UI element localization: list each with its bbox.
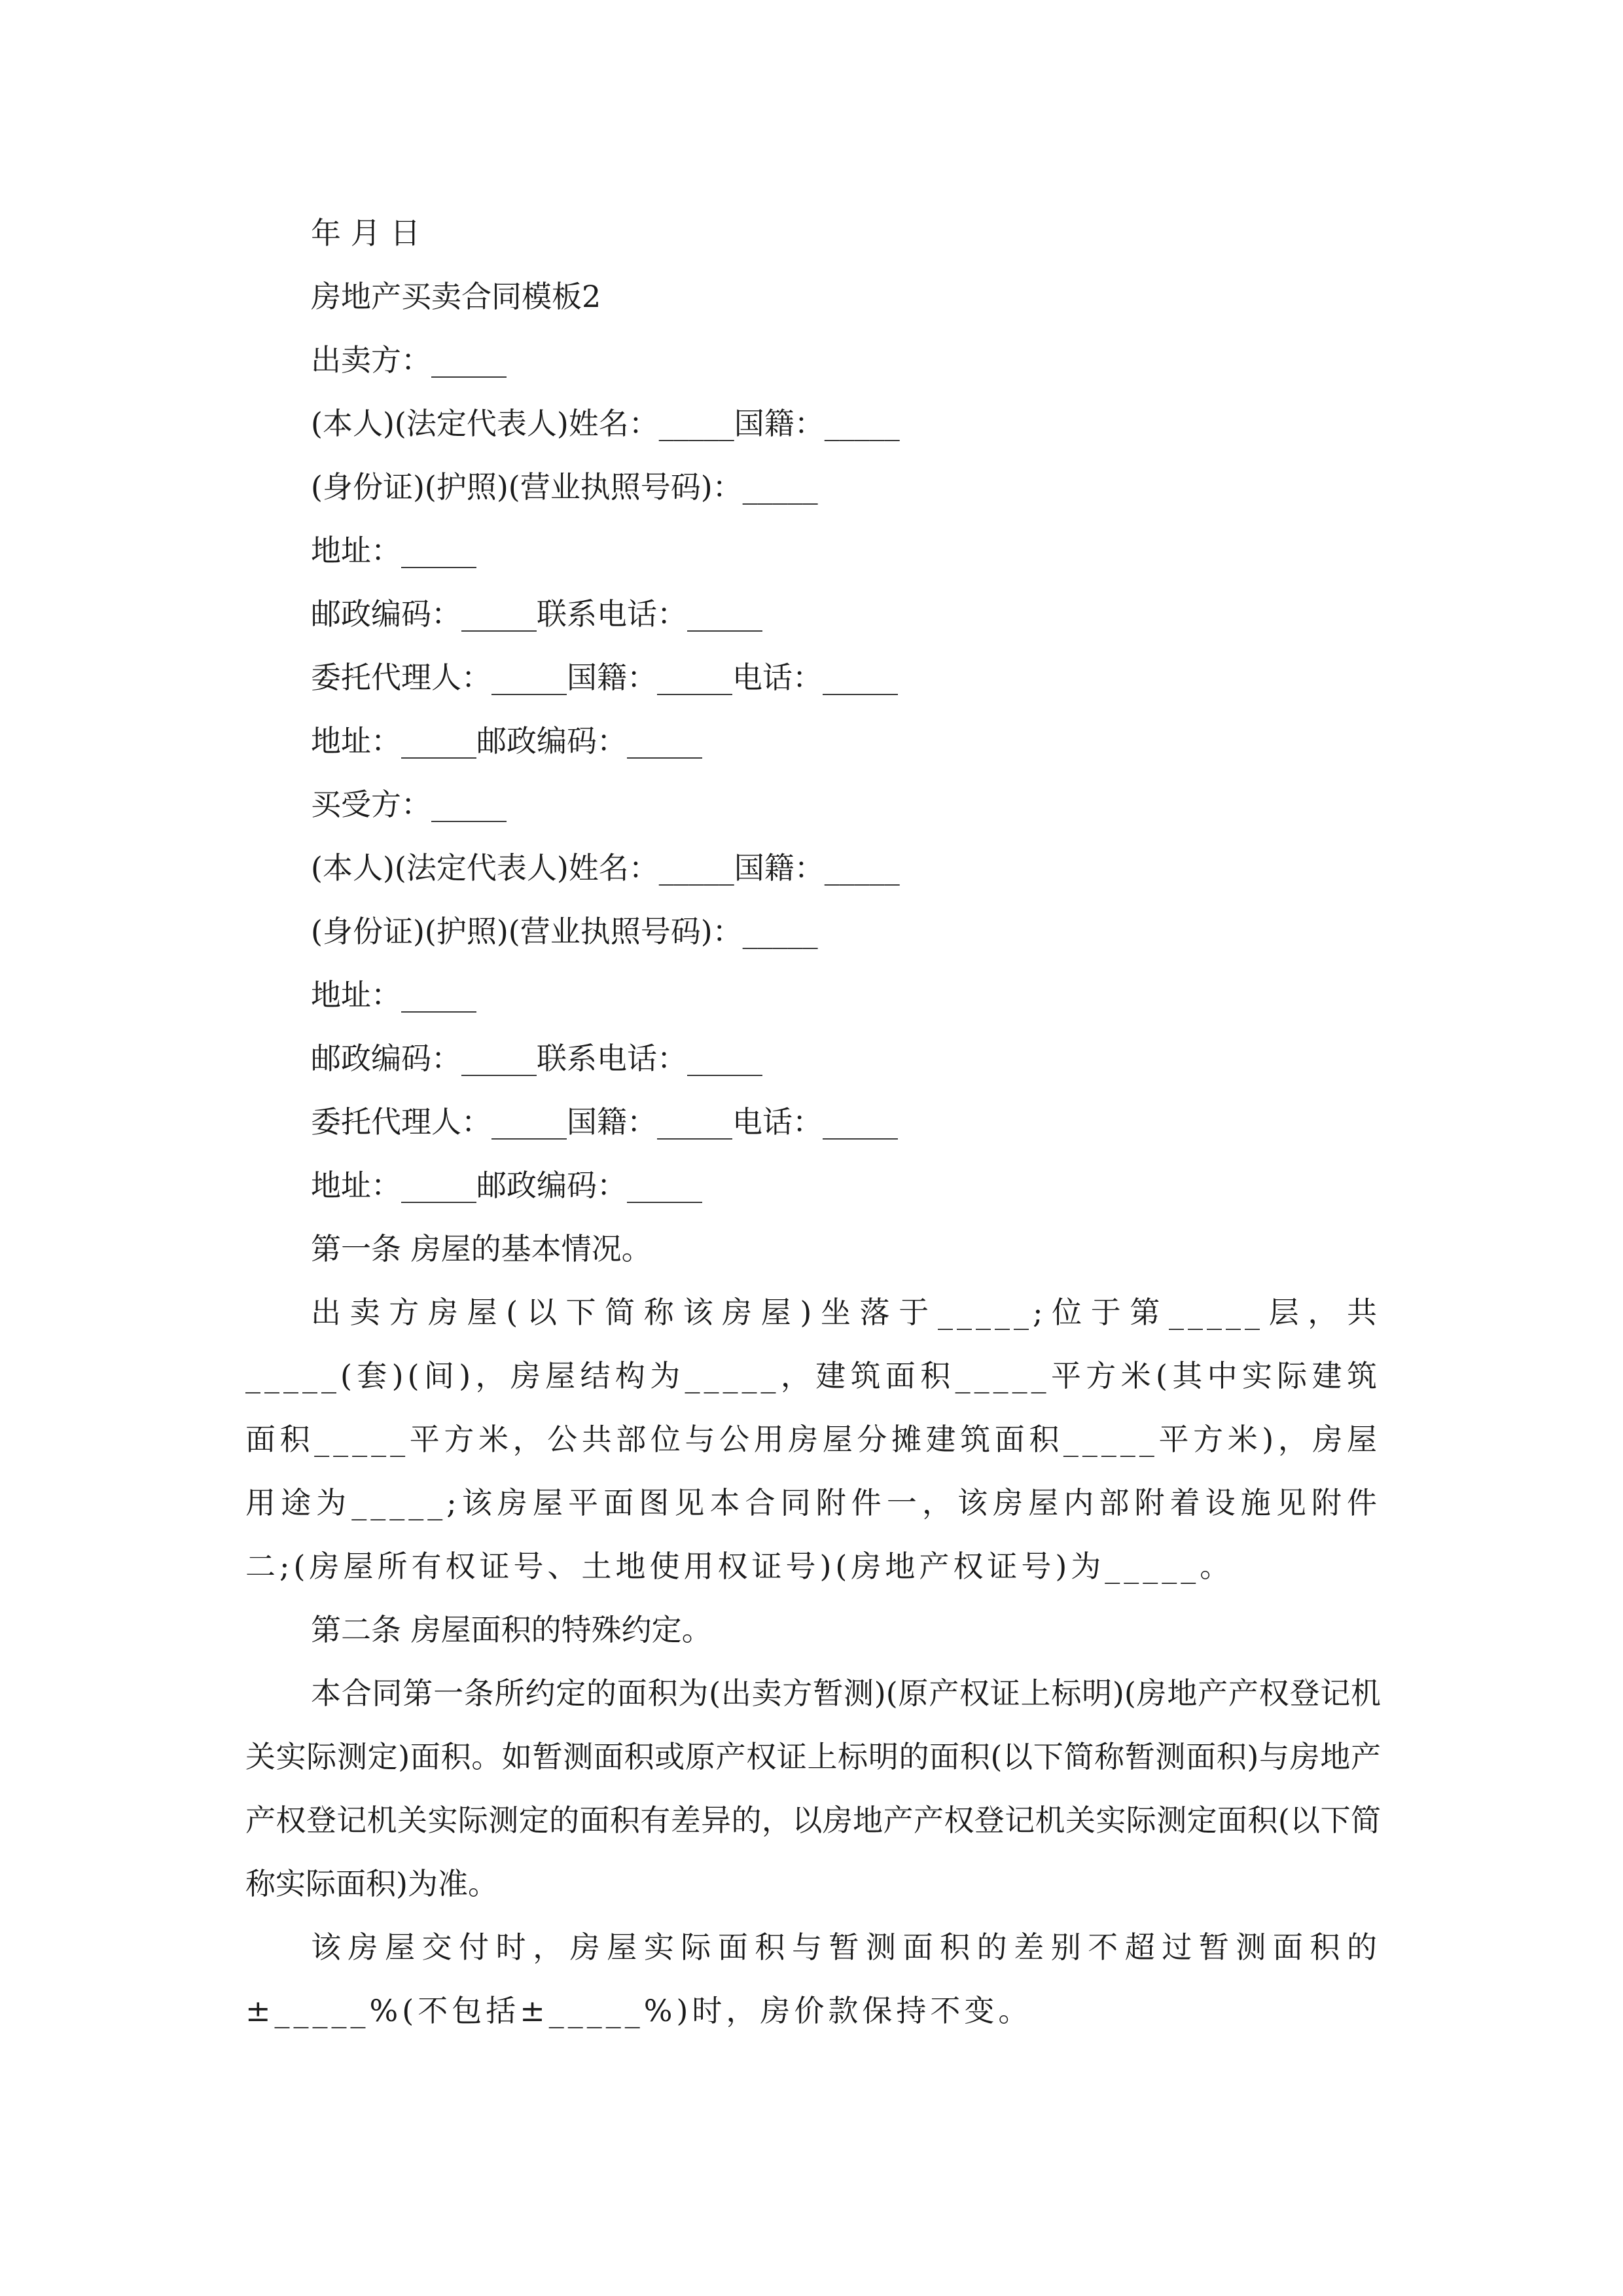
seller-postal-phone: 邮政编码：_____联系电话：_____ <box>311 596 762 632</box>
seller-agent: 委托代理人：_____国籍：_____电话：_____ <box>311 660 898 695</box>
article2-title: 第二条 房屋面积的特殊约定。 <box>311 1612 712 1647</box>
buyer-name-nationality: (本人)(法定代表人)姓名：_____国籍：_____ <box>311 850 900 886</box>
date-line: 年 月 日 <box>311 215 421 251</box>
buyer-agent-address: 地址：_____邮政编码：_____ <box>311 1168 702 1203</box>
article2-body2: 该房屋交付时，房屋实际面积与暂测面积的差别不超过暂测面积的±_____%(不包括±_____%)时，房价款保持不变。 <box>245 1929 1381 2028</box>
document-body <box>245 202 1381 2043</box>
seller-id: (身份证)(护照)(营业执照号码)：_____ <box>311 469 818 505</box>
seller-heading: 出卖方：_____ <box>311 342 507 378</box>
buyer-id: (身份证)(护照)(营业执照号码)：_____ <box>311 914 818 949</box>
template-title: 房地产买卖合同模板2 <box>311 279 601 314</box>
buyer-agent: 委托代理人：_____国籍：_____电话：_____ <box>311 1104 898 1139</box>
seller-address: 地址：_____ <box>311 533 476 568</box>
article1-title: 第一条 房屋的基本情况。 <box>311 1231 652 1266</box>
buyer-heading: 买受方：_____ <box>311 787 507 822</box>
article2-body1: 本合同第一条所约定的面积为(出卖方暂测)(原产权证上标明)(房地产产权登记机关实际测定)面积。如暂测面积或原产权证上标明的面积(以下简称暂测面积)与房地产产权登记机关实际测定的面积有差异的，以房地产产权登记机关实际测定面积(以下简称实际面积)为准。 <box>245 1676 1381 1901</box>
seller-agent-address: 地址：_____邮政编码：_____ <box>311 723 702 759</box>
article1-body: 出卖方房屋(以下简称该房屋)坐落于_____;位于第_____层，共_____(套)(间)，房屋结构为_____，建筑面积_____平方米(其中实际建筑面积_____平方米，公共部位与公用房屋分摊建筑面积_____平方米)，房屋用途为_____;该房屋平面图见本合同附件一，该房屋内部附着设施见附件二;(房屋所有权证号、土地使用权证号)(房地产权证号)为_____。 <box>245 1295 1381 1584</box>
buyer-address: 地址：_____ <box>311 977 476 1013</box>
seller-name-nationality: (本人)(法定代表人)姓名：_____国籍：_____ <box>311 406 900 441</box>
buyer-postal-phone: 邮政编码：_____联系电话：_____ <box>311 1041 762 1076</box>
